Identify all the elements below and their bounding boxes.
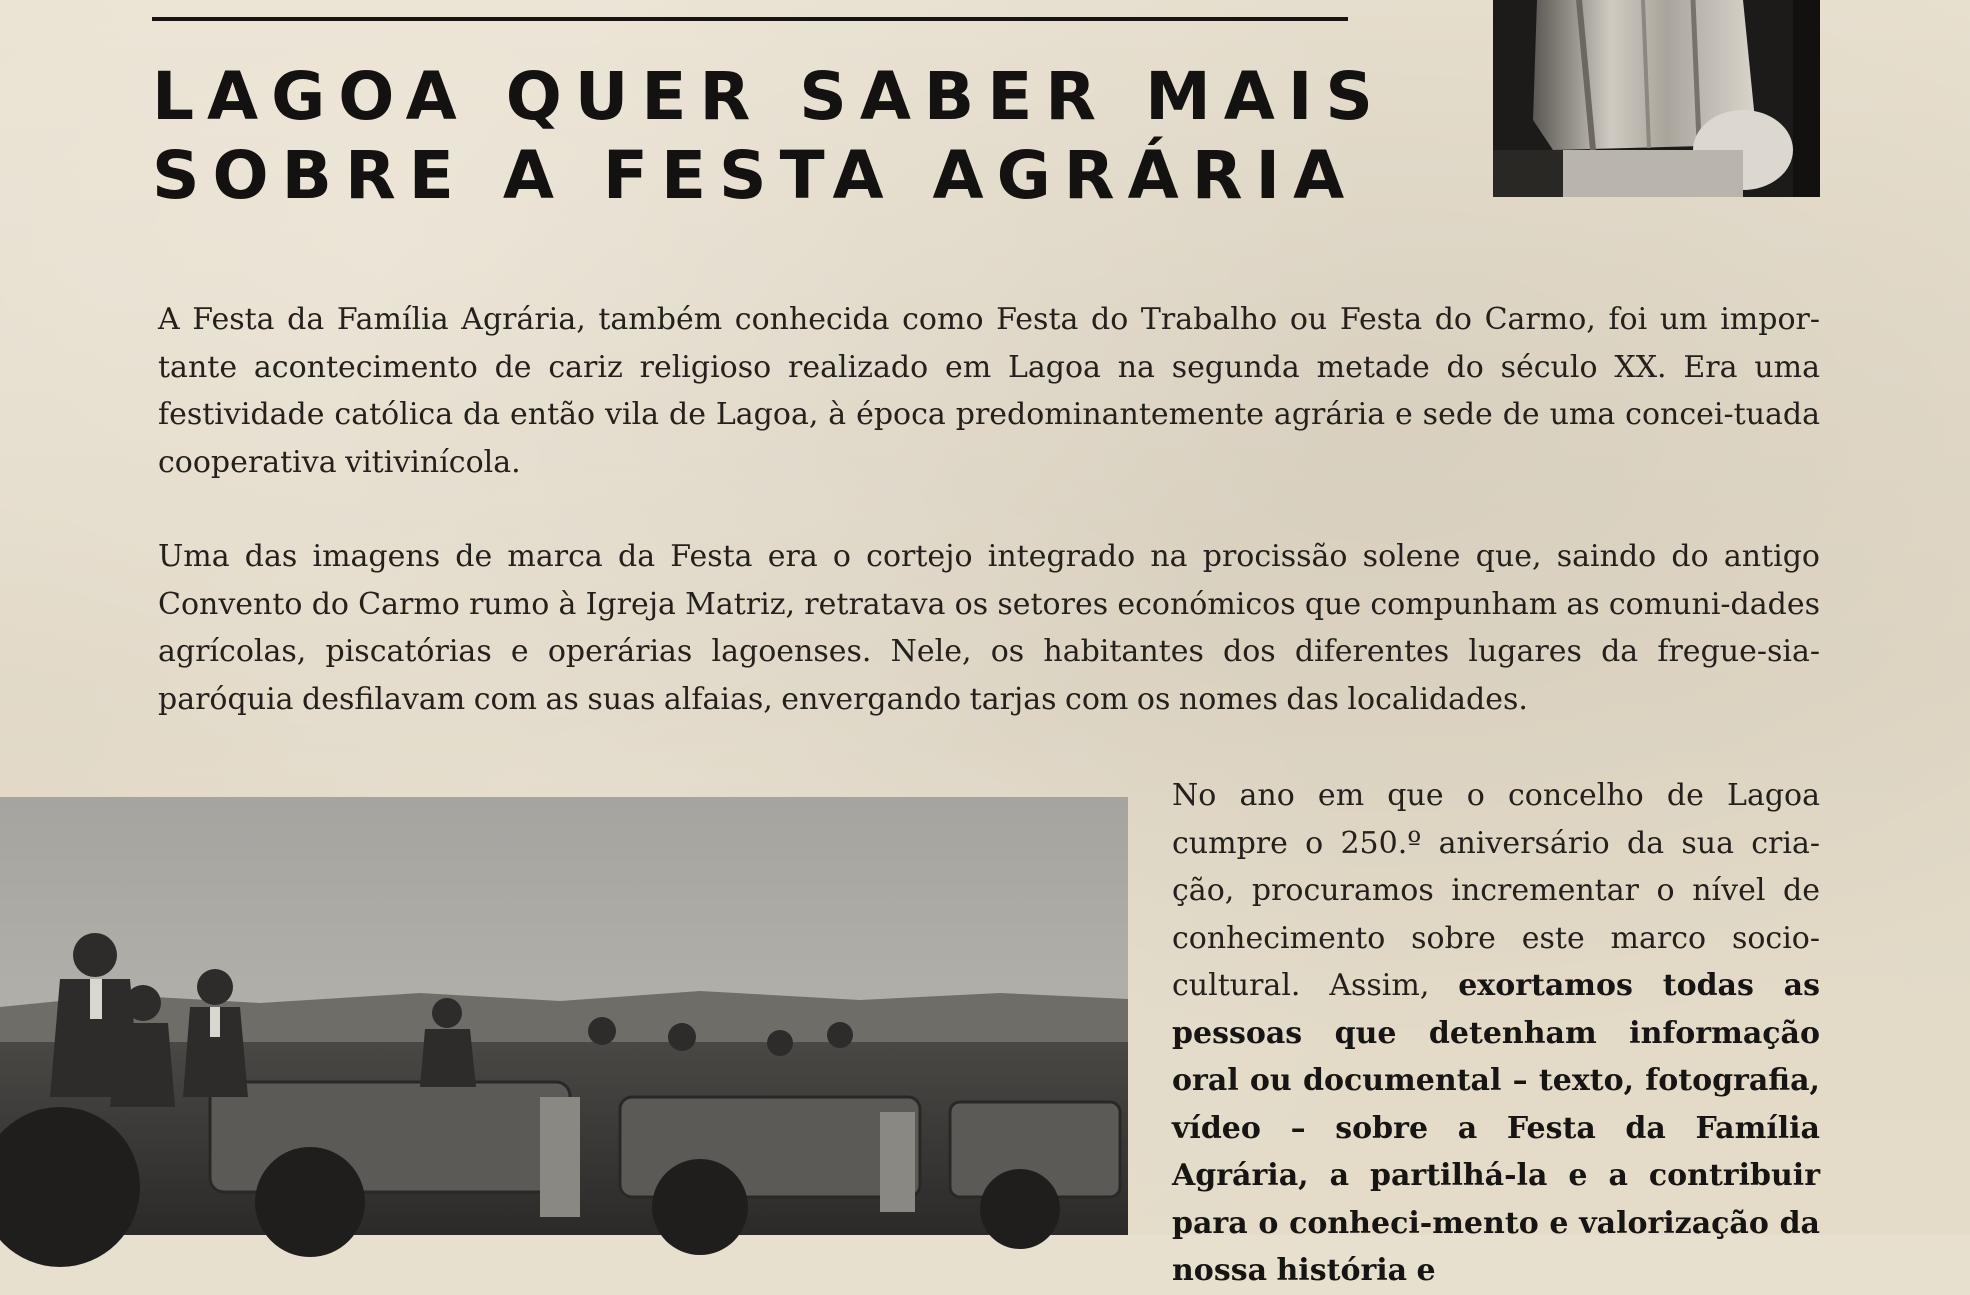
photo-figure-drawing [1493,0,1820,197]
archive-photo-tractors [0,797,1128,1235]
title-line-1: LAGOA QUER SABER MAIS [152,58,1386,135]
page-title [152,57,1412,215]
intro-paragraph: A Festa da Família Agrária, também conhecida como Festa do Trabalho ou Festa do Carmo, foi um impor-tante acontecimento de cariz religioso realizado em Lagoa na segunda metade do século XX. Era uma festividade católica da então vila de Lagoa, à época predominantemente agrária e sede de uma concei-tuada cooperativa vitivinícola. [158,302,1820,480]
side-text-regular: No ano em que o concelho de Lagoa cumpre o 250.º aniversário da sua cria-ção, procuramos incrementar o nível de conhecimento sobre este marco socio-cultural. Assim, [1172,778,1820,1003]
archive-photo-top [1493,0,1820,197]
side-text-bold: exortamos todas as pessoas que detenham informação oral ou documental – texto, fotografia, vídeo – sobre a Festa da Família Agrária, a partilhá-la e a contribuir para o conheci-mento e valorização da nossa história e [1172,968,1820,1288]
call-to-action-paragraph [1172,772,1820,1295]
headline-rule [152,17,1348,21]
title-line-2: SOBRE A FESTA AGRÁRIA [152,137,1358,214]
tractors-photo-drawing [0,797,1128,1235]
procession-paragraph: Uma das imagens de marca da Festa era o cortejo integrado na procissão solene que, saindo do antigo Convento do Carmo rumo à Igreja Matriz, retratava os setores económicos que compunham as comuni-dades agrícolas, piscatórias e operárias lagoenses. Nele, os habitantes dos diferentes lugares da fregue-sia-paróquia desfilavam com as suas alfaias, envergando tarjas com os nomes das localidades. [158,539,1820,717]
